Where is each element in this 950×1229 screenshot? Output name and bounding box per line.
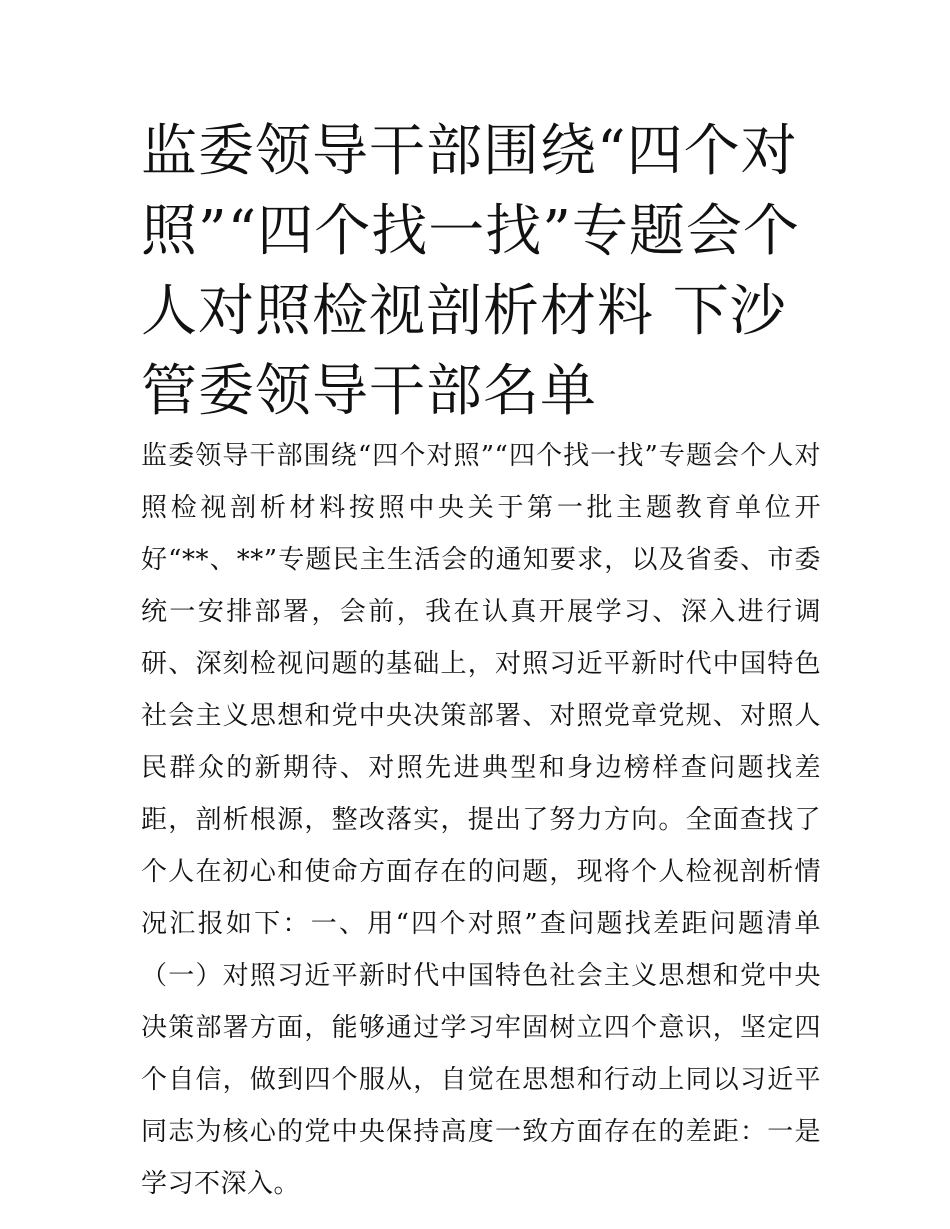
- document-body-paragraph: 监委领导干部围绕“四个对照”“四个找一找”专题会个人对照检视剖析材料按照中央关于第一批主题教育单位开好“**、**”专题民主生活会的通知要求，以及省委、市委统一安排部署，会前，我在认真开展学习、深入进行调研、深刻检视问题的基础上，对照习近平新时代中国特色社会主义思想和党中央决策部署、对照党章党规、对照人民群众的新期待、对照先进典型和身边榜样查问题找差距，剖析根源，整改落实，提出了努力方向。全面查找了个人在初心和使命方面存在的问题，现将个人检视剖析情况汇报如下：一、用“四个对照”查问题找差距问题清单（一）对照习近平新时代中国特色社会主义思想和党中央决策部署方面，能够通过学习牢固树立四个意识，坚定四个自信，做到四个服从，自觉在思想和行动上同以习近平同志为核心的党中央保持高度一致方面存在的差距：一是学习不深入。: [141, 441, 821, 1199]
- document-title: 监委领导干部围绕“四个对照”“四个找一找”专题会个人对照检视剖析材料 下沙管委领导干部名单: [141, 119, 800, 424]
